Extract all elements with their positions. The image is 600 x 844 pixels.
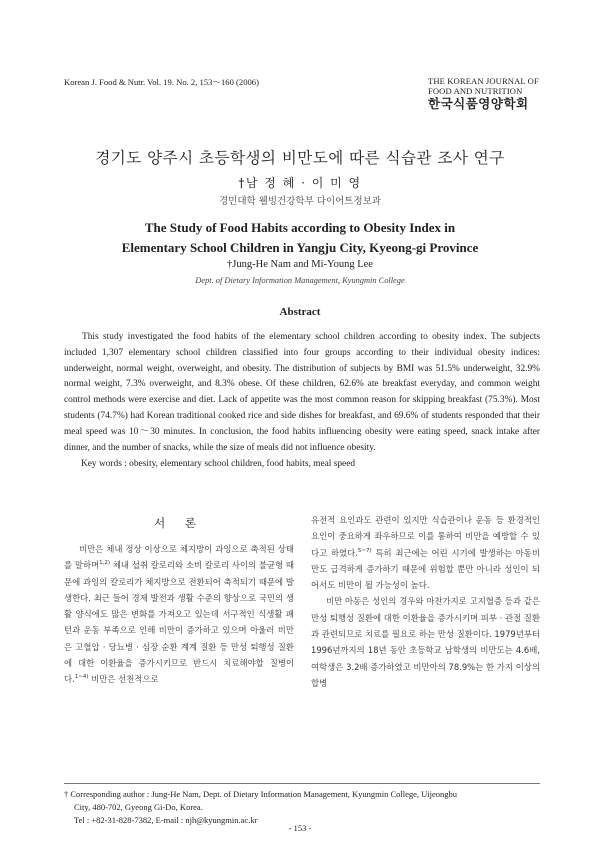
citation-ref-3: 5~7) [357,547,372,554]
abstract-heading: Abstract [279,306,321,318]
keywords: Key words : obesity, elementary school children, food habits, meal speed [81,459,356,469]
title-english-line1: The Study of Food Habits according to Obesity Index in [144,220,456,235]
journal-name-line2: FOOD AND NUTRITION [428,86,523,96]
society-name: 한국식품영양학회 [428,96,529,111]
footnote-divider [64,783,540,784]
journal-name-line1: THE KOREAN JOURNAL OF [428,76,539,86]
section-heading-introduction: 서 론 [154,516,204,530]
intro-right-text-1: 유전적 요인과도 관련이 있지만 식습관이나 운동 등 환경적인 요인이 중요하게 좌우하므로 이를 통하여 비만을 예방할 수 있다고 하였다. [311,515,540,558]
affiliation-english: Dept. of Dietary Information Management, Kyungmin College [195,276,405,285]
footnote [64,788,540,827]
authors-english: †Jung-He Nam and Mi-Young Lee [227,259,373,270]
intro-text-2: 체내 섭취 칼로리와 소비 칼로리 사이의 불균형 때문에 과잉의 칼로리가 체지방으로 전환되어 축적되기 때문에 발생한다. 최근 들어 경제 발전과 생활 수준의 향상으로 국민의 생활 양식에도 많은 변화를 가져오고 있는데 서구적인 식생활 패턴과 운동 부족으로 인해 비만이 증가하고 있으며 아울러 비만은 고혈압 · 당뇨병 · 심장 순환 계계 질환 등 만성 퇴행성 질환에 대한 이환율을 증가시키므로 반드시 치료해야할 질병이다. [64,560,294,685]
title-english [0,218,600,258]
authors-korean: †남 정 혜 · 이 미 영 [238,176,362,190]
citation-ref-2: 1~4) [74,674,89,681]
journal-citation: Korean J. Food & Nutr. Vol. 19. No. 2, 153～160 (2006) [64,77,259,87]
intro-right-column [311,512,540,691]
footnote-line3: Tel : +82-31-828-7382, E-mail : njh@kyungmin.ac.kr [74,815,258,825]
intro-left-column [64,541,294,688]
footnote-line1: † Corresponding author : Jung-He Nam, Dept. of Dietary Information Management, Kyungmin College, Uijeongbu [64,789,458,799]
intro-paragraph-2: 비만 아동은 성인의 경우와 마찬가지로 고지혈증 등과 같은 만성 퇴행성 질환에 대한 이환율을 증가시키며 피부 · 관절 질환과 관련되므로 치료를 필요로 하는 만성 질환이다. 1979년부터 1996년까지의 18년 동안 초등학교 남학생의 비만도는 4.6배, 여학생은 3.2배 증가하였고 비만아의 78.9%는 한 가지 이상의 합병 [311,596,540,688]
title-korean: 경기도 양주시 초등학생의 비만도에 따른 식습관 조사 연구 [95,149,505,167]
abstract-body: This study investigated the food habits of the elementary school children according to obesity index. The subjects included 1,307 elementary school children classified into four groups according to their individual obesity indices: underweight, normal weight, overweight, and obesity. The distribution of subjects by BMI was 51.5% underweight, 32.9% normal weight, 7.3% overweight, and 8.3% obese. Of these children, 62.6% ate breakfast everyday, and common weight control methods were exercise and diet. Lack of appetite was the most common reason for skipping breakfast (75.3%). Most students (74.7%) had Korean traditional cooked rice and side dishes for breakfast, and 69.6% of students responded that their meal speed was 10～30 minutes. In conclusion, the food habits influencing obesity were eating speed, snack intake after dinner, and the number of snacks, while the size of meals did not influence obesity. [64,332,540,453]
citation-ref-1: 1,2) [99,560,111,567]
page-number: - 153 - [288,823,312,833]
intro-right-text-2: 특히 최근에는 어린 시기에 발생하는 아동비만도 급격하게 증가하기 때문에 위험할 뿐만 아니라 성인이 되어서도 비만이 될 가능성이 높다. [311,547,540,591]
title-english-line2: Elementary School Children in Yangju City, Kyeong-gi Province [121,240,479,255]
affiliation-korean: 경민대학 웰빙건강학부 다이어트정보과 [218,196,382,207]
intro-paragraph-1 [311,512,540,593]
footnote-line2: City, 480-702, Gyeong Gi-Do, Korea. [74,802,203,812]
journal-masthead [428,76,540,109]
intro-text-3: 비만은 선천적으로 [88,674,159,685]
intro-text-1: 비만은 체내 정상 이상으로 체지방이 과잉으로 축적된 상태를 말하며 [64,544,294,571]
